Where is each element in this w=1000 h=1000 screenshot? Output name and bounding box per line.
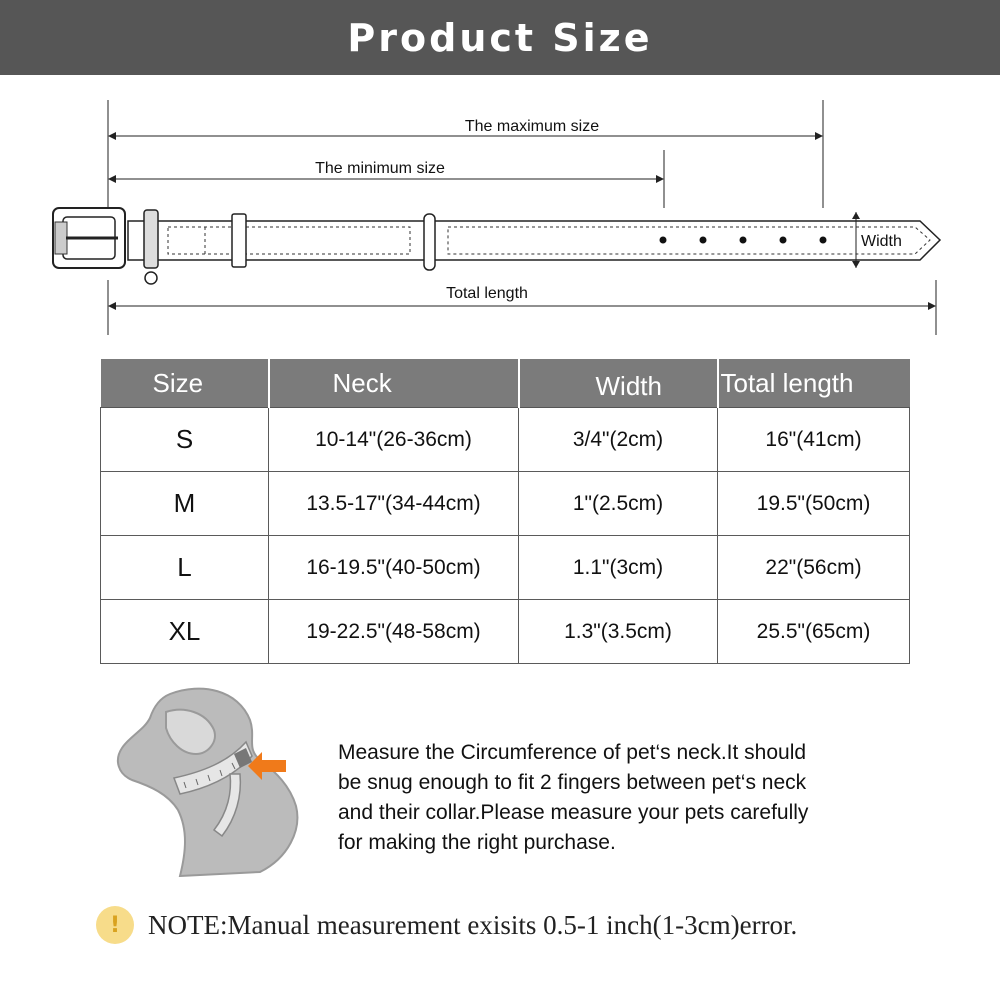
size-table: [100, 359, 910, 664]
width-cell: 1.1"(3cm): [519, 536, 718, 600]
strap-hole: [740, 237, 747, 244]
page-title: Product Size: [347, 15, 653, 60]
neck-cell: 13.5-17"(34-44cm): [269, 472, 519, 536]
note-text: NOTE:Manual measurement exisits 0.5-1 inch(1-3cm)error.: [148, 909, 798, 940]
note-row: [96, 906, 797, 944]
collar-size-diagram: [0, 90, 1000, 350]
collar-diagram-svg: [0, 90, 1000, 350]
total-length-cell: 16"(41cm): [718, 408, 910, 472]
size-cell: XL: [101, 600, 269, 664]
size-cell: M: [101, 472, 269, 536]
instruction-line: be snug enough to fit 2 fingers between pet‘s neck: [338, 771, 807, 794]
width-cell: 3/4"(2cm): [519, 408, 718, 472]
total-length-cell: 22"(56cm): [718, 536, 910, 600]
d-ring: [145, 272, 157, 284]
width-cell: 1.3"(3.5cm): [519, 600, 718, 664]
header-width: Width: [519, 359, 718, 408]
table-row: [101, 472, 910, 536]
neck-cell: 16-19.5"(40-50cm): [269, 536, 519, 600]
neck-cell: 19-22.5"(48-58cm): [269, 600, 519, 664]
strap-hole: [700, 237, 707, 244]
width-cell: 1"(2.5cm): [519, 472, 718, 536]
strap-hole: [660, 237, 667, 244]
strap-hole: [820, 237, 827, 244]
strap-loop-2: [424, 214, 435, 270]
total-length-cell: 19.5"(50cm): [718, 472, 910, 536]
total-length-label: Total length: [446, 285, 528, 302]
table-row: [101, 600, 910, 664]
title-banner: [0, 0, 1000, 75]
buckle-keeper: [144, 210, 158, 268]
width-label: Width: [861, 233, 902, 250]
table-row: [101, 536, 910, 600]
table-header-row: [101, 359, 910, 408]
max-size-label: The maximum size: [464, 118, 600, 135]
buckle-texture: [55, 222, 67, 254]
total-length-cell: 25.5"(65cm): [718, 600, 910, 664]
size-cell: L: [101, 536, 269, 600]
dog-head-svg: [110, 682, 310, 877]
min-size-label: The minimum size: [315, 160, 445, 177]
strap-hole: [780, 237, 787, 244]
strap-loop-1: [232, 214, 246, 267]
neck-cell: 10-14"(26-36cm): [269, 408, 519, 472]
dog-measurement-illustration: [110, 682, 310, 877]
table-row: [101, 408, 910, 472]
header-size: Size: [101, 359, 269, 408]
header-total-length: Total length: [718, 359, 910, 408]
measurement-instructions: [338, 738, 898, 858]
instruction-line: for making the right purchase.: [338, 831, 616, 854]
instruction-line: Measure the Circumference of pet‘s neck.It should: [338, 741, 807, 764]
header-neck: Neck: [269, 359, 519, 408]
instruction-line: and their collar.Please measure your pets carefully: [338, 801, 809, 824]
size-cell: S: [101, 408, 269, 472]
warning-icon: !: [96, 906, 134, 944]
